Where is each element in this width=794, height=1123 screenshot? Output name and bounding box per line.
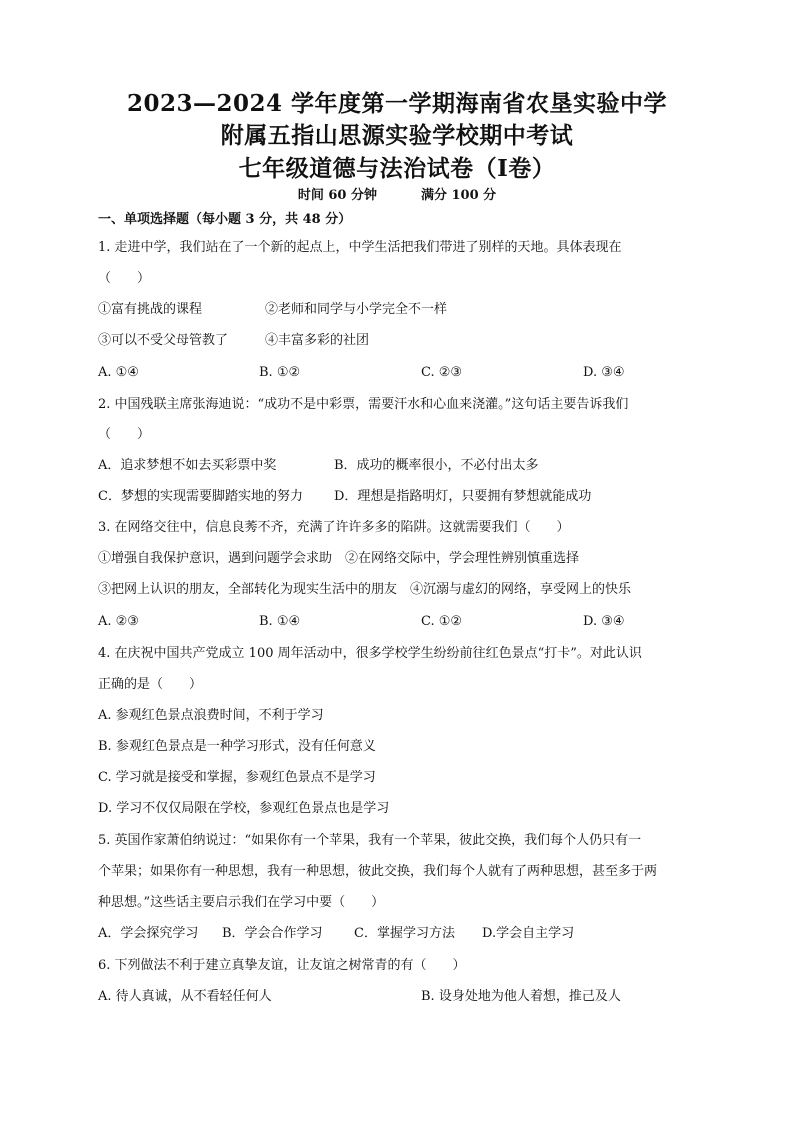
q5-option-c: C．掌握学习方法: [354, 926, 455, 941]
q2-option-c: C．梦想的实现需要脚踏实地的努力: [98, 489, 303, 504]
q3-statements-3-4: ③把网上认识的朋友，全部转化为现实生活中的朋友 ④沉溺与虚幻的网络，享受网上的快乐: [98, 582, 632, 597]
exam-title-line1: 2023—2024 学年度第一学期海南省农垦实验中学: [126, 90, 668, 117]
q3-option-a: A. ②③: [98, 614, 139, 629]
q6-stem-line1: 6. 下列做法不利于建立真挚友谊，让友谊之树常青的有（ ）: [98, 958, 466, 973]
exam-title-line2: 附属五指山思源实验学校期中考试: [220, 122, 574, 149]
q5-stem-line1: 5. 英国作家萧伯纳说过：“如果你有一个苹果，我有一个苹果，彼此交换，我们每个人仍只有一: [98, 833, 642, 848]
q3-option-b: B. ①④: [259, 614, 301, 629]
q1-option-b: B. ①②: [259, 365, 301, 380]
q4-stem-line2: 正确的是（ ）: [98, 677, 203, 692]
q2-option-d: D．理想是指路明灯，只要拥有梦想就能成功: [334, 489, 592, 504]
exam-title-line3: 七年级道德与法治试卷（Ⅰ卷）: [238, 155, 556, 182]
q1-option-c: C. ②③: [421, 365, 463, 380]
q2-stem-line2: （ ）: [98, 427, 151, 442]
q3-stem-line1: 3. 在网络交往中，信息良莠不齐，充满了许许多多的陷阱。这就需要我们（ ）: [98, 520, 570, 535]
q1-statement-1: ①富有挑战的课程: [98, 302, 203, 317]
q1-option-d: D. ③④: [583, 365, 625, 380]
exam-score: 满分 100 分: [420, 188, 497, 203]
q3-option-d: D. ③④: [583, 614, 625, 629]
exam-meta: [0, 186, 794, 206]
exam-time: 时间 60 分钟: [297, 188, 377, 203]
q1-option-a: A. ①④: [98, 365, 139, 380]
q4-option-c: C. 学习就是接受和掌握，参观红色景点不是学习: [98, 770, 376, 785]
q6-option-b: B. 设身处地为他人着想，推己及人: [421, 989, 621, 1004]
q5-option-d: D.学会自主学习: [482, 926, 575, 941]
q3-option-c: C. ①②: [421, 614, 463, 629]
q4-option-b: B. 参观红色景点是一种学习形式，没有任何意义: [98, 739, 376, 754]
q4-option-d: D. 学习不仅仅局限在学校，参观红色景点也是学习: [98, 801, 390, 816]
q2-option-a: A．追求梦想不如去买彩票中奖: [98, 458, 277, 473]
section-heading: 一、单项选择题（每小题 3 分，共 48 分）: [98, 212, 352, 227]
q5-option-a: A．学会探究学习: [98, 926, 199, 941]
q4-option-a: A. 参观红色景点浪费时间，不利于学习: [98, 708, 324, 723]
q5-option-b: B．学会合作学习: [222, 926, 323, 941]
q4-stem-line1: 4. 在庆祝中国共产党成立 100 周年活动中，很多学校学生纷纷前往红色景点“打卡”。对此认识: [98, 646, 642, 661]
q1-statement-3: ③可以不受父母管教了: [98, 333, 229, 348]
q1-statement-4: ④丰富多彩的社团: [265, 333, 370, 348]
q5-stem-line2: 个苹果；如果你有一种思想，我有一种思想，彼此交换，我们每个人就有了两种思想，甚至多于两: [98, 864, 658, 879]
q1-stem-line1: 1. 走进中学，我们站在了一个新的起点上，中学生活把我们带进了别样的天地。具体表现在: [98, 240, 622, 255]
q6-option-a: A. 待人真诚，从不看轻任何人: [98, 989, 272, 1004]
q1-statement-2: ②老师和同学与小学完全不一样: [265, 302, 448, 317]
q2-stem-line1: 2. 中国残联主席张海迪说：“成功不是中彩票，需要汗水和心血来浇灌。”这句话主要告诉我们: [98, 397, 629, 412]
q3-statements-1-2: ①增强自我保护意识，遇到问题学会求助 ②在网络交际中，学会理性辨别慎重选择: [98, 551, 580, 566]
q2-option-b: B．成功的概率很小，不必付出太多: [334, 458, 539, 473]
q5-stem-line3: 种思想。”这些话主要启示我们在学习中要（ ）: [98, 895, 385, 910]
q1-stem-line2: （ ）: [98, 271, 151, 286]
